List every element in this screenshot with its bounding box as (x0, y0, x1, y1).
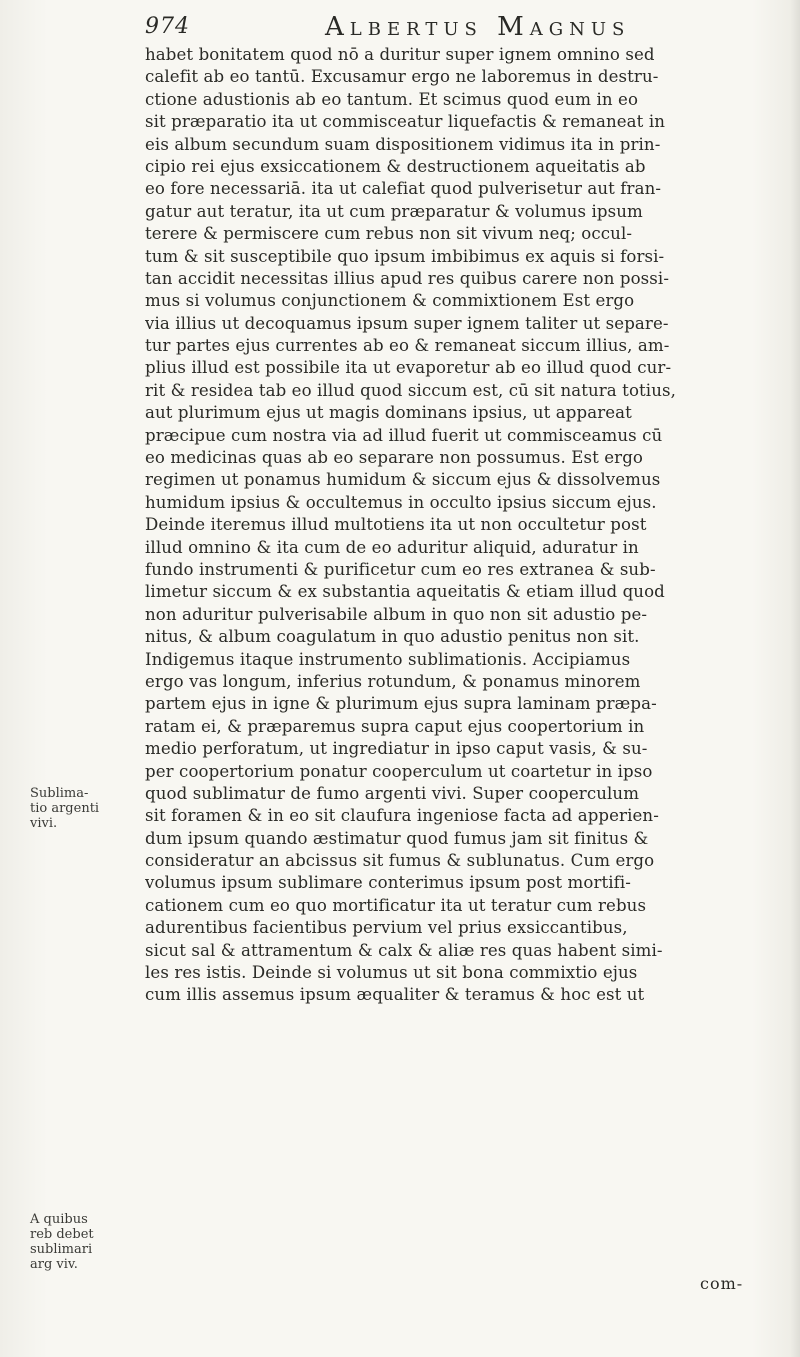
text-line: sit præparatio ita ut commisceatur liquefactis & remaneat in (145, 112, 666, 132)
text-line: ctione adustionis ab eo tantum. Et scimus quod eum in eo (145, 89, 639, 109)
catchword: com- (700, 1274, 744, 1293)
margin-note-quibus (30, 1212, 130, 1272)
page-header (145, 12, 785, 46)
margin-note-line: Sublima- (30, 786, 89, 801)
text-line: per coopertorium ponatur cooperculum ut coartetur in ipso (145, 761, 653, 781)
margin-note-line: arg viv. (30, 1257, 78, 1272)
page-edge-shadow (790, 0, 800, 1357)
text-line: calefit ab eo tantū. Excusamur ergo ne laboremus in destru- (145, 67, 659, 87)
text-line: regimen ut ponamus humidum & siccum ejus & dissolvemus (145, 470, 661, 490)
text-line: Deinde iteremus illud multotiens ita ut non occultetur post (145, 515, 647, 535)
page-number: 974 (145, 14, 190, 39)
text-line: eo medicinas quas ab eo separare non possumus. Est ergo (145, 448, 644, 468)
text-line: ergo vas longum, inferius rotundum, & ponamus minorem (145, 671, 641, 691)
text-line: les res istis. Deinde si volumus ut sit bona commixtio ejus (145, 963, 638, 983)
margin-note-line: vivi. (30, 816, 58, 831)
text-line: nitus, & album coagulatum in quo adustio penitus non sit. (145, 627, 640, 647)
text-line: tan accidit necessitas illius apud res quibus carere non possi- (145, 268, 670, 288)
text-line: eis album secundum suam dispositionem vidimus ita in prin- (145, 134, 661, 154)
margin-note-line: A quibus (30, 1212, 88, 1227)
text-line: plius illud est possibile ita ut evaporetur ab eo illud quod cur- (145, 358, 672, 378)
text-line: eo fore necessariā. ita ut calefiat quod pulverisetur aut fran- (145, 179, 662, 199)
text-line: volumus ipsum sublimare conterimus ipsum post mortifi- (145, 873, 632, 893)
text-line: præcipue cum nostra via ad illud fuerit ut commisceamus cū (145, 425, 663, 445)
text-line: cationem cum eo quo mortificatur ita ut teratur cum rebus (145, 895, 647, 915)
text-line: consideratur an abcissus sit fumus & sublunatus. Cum ergo (145, 851, 655, 871)
margin-note-line: sublimari (30, 1242, 93, 1257)
text-line: sit foramen & in eo sit claufura ingeniose facta ad apperien- (145, 806, 659, 826)
text-line: gatur aut teratur, ita ut cum præparatur & volumus ipsum (145, 201, 643, 221)
text-line: tum & sit susceptibile quo ipsum imbibimus ex aquis si forsi- (145, 246, 665, 266)
text-line: habet bonitatem quod nō a duritur super ignem omnino sed (145, 45, 655, 64)
margin-note-line: reb debet (30, 1227, 94, 1242)
text-line: aut plurimum ejus ut magis dominans ipsius, ut appareat (145, 403, 632, 423)
text-line: illud omnino & ita cum de eo aduritur aliquid, aduratur in (145, 537, 639, 557)
text-line: mus si volumus conjunctionem & commixtionem Est ergo (145, 291, 635, 311)
text-line: partem ejus in igne & plurimum ejus supra laminam præpa- (145, 694, 657, 714)
margin-note-line: tio argenti (30, 801, 100, 816)
text-line: humidum ipsius & occultemus in occulto ipsius siccum ejus. (145, 492, 657, 512)
text-line: cum illis assemus ipsum æqualiter & teramus & hoc est ut (145, 985, 645, 1005)
margin-note-sublimation (30, 786, 130, 831)
text-line: fundo instrumenti & purificetur cum eo res extranea & sub- (145, 559, 656, 579)
body-text (145, 44, 783, 1007)
text-line: Indigemus itaque instrumento sublimationis. Accipiamus (145, 649, 631, 669)
text-line: tur partes ejus currentes ab eo & remaneat siccum illius, am- (145, 336, 670, 356)
text-line: rit & residea tab eo illud quod siccum est, cū sit natura totius, (145, 380, 676, 400)
text-line: ratam ei, & præparemus supra caput ejus coopertorium in (145, 716, 645, 736)
text-line: terere & permiscere cum rebus non sit vivum neq; occul- (145, 224, 633, 244)
text-line: medio perforatum, ut ingrediatur in ipso caput vasis, & su- (145, 739, 648, 759)
running-head: Albertus Magnus (325, 12, 631, 42)
text-line: limetur siccum & ex substantia aqueitatis & etiam illud quod (145, 582, 665, 602)
text-line: non aduritur pulverisabile album in quo non sit adustio pe- (145, 604, 648, 624)
text-line: quod sublimatur de fumo argenti vivi. Super cooperculum (145, 783, 640, 803)
text-line: sicut sal & attramentum & calx & aliæ res quas habent simi- (145, 940, 663, 960)
text-line: cipio rei ejus exsiccationem & destructionem aqueitatis ab (145, 156, 646, 176)
text-line: adurentibus facientibus pervium vel prius exsiccantibus, (145, 918, 628, 938)
text-line: via illius ut decoquamus ipsum super ignem taliter ut separe- (145, 313, 669, 333)
text-line: dum ipsum quando æstimatur quod fumus jam sit finitus & (145, 828, 649, 848)
